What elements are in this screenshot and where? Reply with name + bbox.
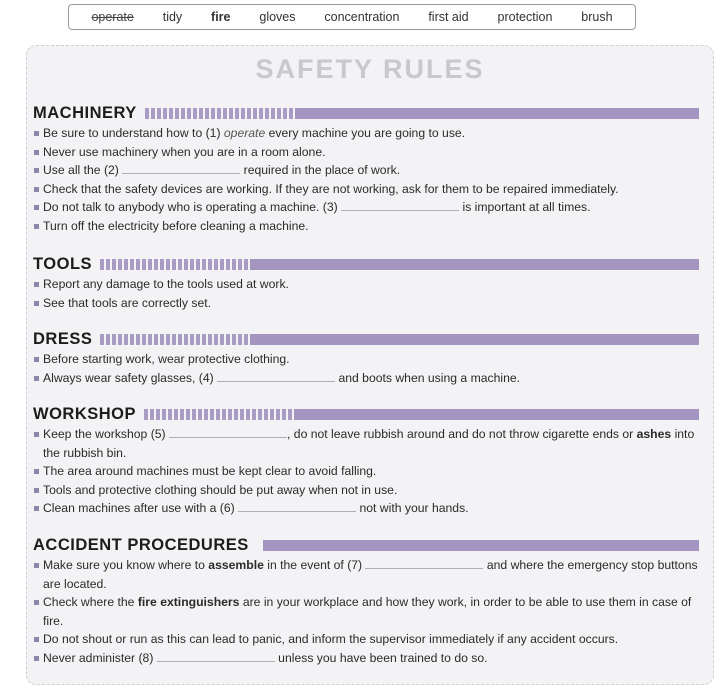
word-bank-item: protection bbox=[497, 10, 553, 24]
rule-text: Tools and protective clothing should be put away when not in use. bbox=[43, 482, 398, 497]
rule-text: , do not leave rubbish around and do not throw cigarette ends or bbox=[287, 427, 637, 441]
section-heading bbox=[33, 255, 699, 273]
heading-stripes bbox=[144, 409, 294, 420]
rule-text: Do not talk to anybody who is operating a machine. (3) bbox=[43, 200, 342, 215]
rule-text: are in your workplace and how they work, in order to be able to use them in case of fire. bbox=[43, 595, 692, 628]
rule-text: Use all the (2) bbox=[43, 163, 123, 178]
rule-list bbox=[33, 275, 699, 312]
answer-blank[interactable] bbox=[122, 163, 240, 174]
rule-item bbox=[33, 499, 699, 518]
rule-item bbox=[33, 425, 699, 462]
rule-item bbox=[33, 630, 699, 649]
rule-text: and boots when using a machine. bbox=[335, 370, 521, 385]
rule-text: into the rubbish bin. bbox=[43, 427, 695, 460]
rule-text: every machine you are going to use. bbox=[265, 126, 466, 140]
page-title: SAFETY RULES bbox=[255, 54, 485, 84]
section-heading bbox=[33, 330, 699, 348]
word-bank-item: concentration bbox=[324, 10, 400, 24]
heading-bar bbox=[263, 540, 699, 551]
rule-item bbox=[33, 180, 699, 199]
heading-stripes bbox=[100, 334, 250, 345]
answer-blank[interactable] bbox=[169, 427, 287, 438]
rule-item bbox=[33, 161, 699, 180]
heading-stripes bbox=[145, 108, 295, 119]
rule-text: Do not shout or run as this can lead to panic, and inform the supervisor immediately if any accident occurs. bbox=[43, 632, 619, 647]
rule-text: Always wear safety glasses, (4) bbox=[43, 370, 218, 385]
rule-text: unless you have been trained to do so. bbox=[274, 650, 488, 665]
heading-bar bbox=[295, 108, 699, 119]
rule-text: Before starting work, wear protective clothing. bbox=[43, 352, 290, 366]
rule-text: See that tools are correctly set. bbox=[43, 295, 211, 310]
rule-item bbox=[33, 649, 699, 668]
heading-bar bbox=[250, 259, 699, 270]
answer-blank[interactable] bbox=[217, 371, 335, 382]
rule-text: Turn off the electricity before cleaning a machine. bbox=[43, 218, 309, 233]
heading-text: ACCIDENT PROCEDURES bbox=[33, 535, 249, 554]
safety-rules-sheet bbox=[26, 45, 714, 685]
rule-item bbox=[33, 350, 699, 369]
word-bank-item: brush bbox=[581, 10, 613, 24]
bold-term: assemble bbox=[208, 558, 264, 572]
answer-blank[interactable] bbox=[238, 501, 356, 512]
heading-text: DRESS bbox=[33, 329, 93, 348]
rule-text: The area around machines must be kept clear to avoid falling. bbox=[43, 464, 377, 479]
rule-item bbox=[33, 593, 699, 630]
word-bank-item: tidy bbox=[162, 10, 183, 24]
heading-text: TOOLS bbox=[33, 254, 93, 273]
answer-blank[interactable] bbox=[157, 651, 275, 662]
rule-text: Check where the bbox=[43, 595, 138, 610]
word-bank-item: first aid bbox=[428, 10, 469, 24]
word-bank-item: operate bbox=[91, 10, 134, 24]
rule-item bbox=[33, 217, 699, 236]
rule-text: Clean machines after use with a (6) bbox=[43, 501, 239, 516]
heading-text: MACHINERY bbox=[33, 103, 137, 122]
rule-text: not with your hands. bbox=[356, 501, 469, 516]
rule-text: is important at all times. bbox=[459, 200, 591, 215]
rule-text: Never administer (8) bbox=[43, 650, 157, 665]
bold-term: ashes bbox=[636, 427, 672, 441]
section-heading bbox=[33, 536, 699, 554]
rule-item bbox=[33, 369, 699, 388]
word-bank-item: gloves bbox=[259, 10, 296, 24]
section-heading bbox=[33, 104, 699, 122]
rule-text: Report any damage to the tools used at work. bbox=[43, 277, 289, 291]
word-bank bbox=[68, 4, 636, 30]
rule-text: required in the place of work. bbox=[240, 163, 401, 178]
rule-item bbox=[33, 275, 699, 294]
section-heading bbox=[33, 405, 699, 423]
rule-item bbox=[33, 294, 699, 313]
rule-item bbox=[33, 198, 699, 217]
rule-item bbox=[33, 462, 699, 481]
heading-bar bbox=[250, 334, 699, 345]
heading-text: WORKSHOP bbox=[33, 404, 136, 423]
heading-stripes bbox=[100, 259, 250, 270]
filled-answer: operate bbox=[223, 126, 266, 140]
answer-blank[interactable] bbox=[341, 200, 459, 211]
section-tools bbox=[33, 255, 699, 312]
rule-text: Never use machinery when you are in a room alone. bbox=[43, 144, 326, 159]
rule-list bbox=[33, 350, 699, 387]
rule-text: in the event of (7) bbox=[263, 558, 366, 572]
heading-bar bbox=[294, 409, 699, 420]
rule-list bbox=[33, 556, 699, 668]
rule-item bbox=[33, 481, 699, 500]
section-dress bbox=[33, 330, 699, 387]
rule-item bbox=[33, 556, 699, 593]
rule-text: Be sure to understand how to (1) bbox=[43, 126, 224, 140]
word-bank-item: fire bbox=[211, 10, 231, 24]
rule-list bbox=[33, 425, 699, 518]
answer-blank[interactable] bbox=[365, 558, 483, 569]
rule-item bbox=[33, 124, 699, 143]
rule-text: Make sure you know where to bbox=[43, 558, 209, 572]
rule-text: Keep the workshop (5) bbox=[43, 427, 170, 441]
section-workshop bbox=[33, 405, 699, 518]
rule-text: and where the emergency stop buttons are located. bbox=[43, 558, 698, 591]
rule-text: Check that the safety devices are working. If they are not working, ask for them to be repaired immediately. bbox=[43, 181, 619, 196]
section-accident-procedures bbox=[33, 536, 699, 668]
rule-item bbox=[33, 143, 699, 162]
bold-term: fire extinguishers bbox=[137, 595, 240, 610]
rule-list bbox=[33, 124, 699, 236]
section-machinery bbox=[33, 104, 699, 236]
